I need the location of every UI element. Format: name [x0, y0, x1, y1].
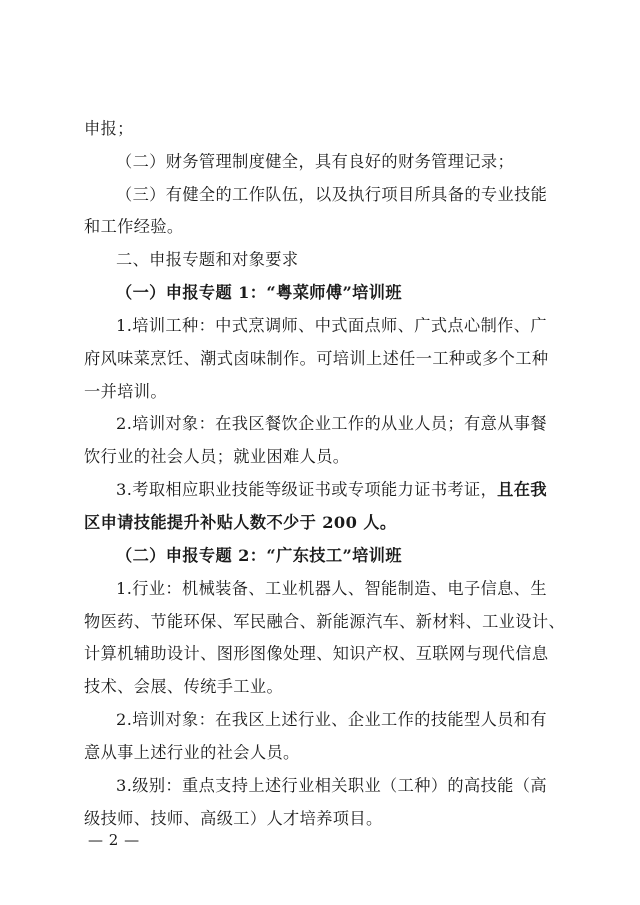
paragraph-line: （三）有健全的工作队伍，以及执行项目所具备的专业技能 [116, 185, 548, 204]
paragraph-line: 一并培训。 [84, 382, 167, 401]
emphasis-text: 且在我 [497, 480, 547, 499]
paragraph-line: 1.培训工种：中式烹调师、中式面点师、广式点心制作、广 [116, 316, 547, 335]
paragraph-line: 计算机辅助设计、图形图像处理、知识产权、互联网与现代信息 [84, 644, 549, 663]
paragraph-line: 物医药、节能环保、军民融合、新能源汽车、新材料、工业设计、 [84, 612, 566, 631]
paragraph-text: 3.考取相应职业技能等级证书或专项能力证书考证， [116, 480, 498, 499]
emphasis-line: 区申请技能提升补贴人数不少于 200 人。 [84, 513, 397, 532]
paragraph-line: （二）财务管理制度健全，具有良好的财务管理记录； [116, 152, 515, 171]
paragraph-line: 府风味菜烹饪、潮式卤味制作。可培训上述任一工种或多个工种 [84, 349, 549, 368]
subsection-heading: （一）申报专题 1：“粤菜师傅”培训班 [116, 283, 402, 302]
paragraph-line: 技术、会展、传统手工业。 [84, 677, 284, 696]
paragraph-line: 2.培训对象：在我区餐饮企业工作的从业人员；有意从事餐 [116, 414, 547, 433]
paragraph-line: 级技师、技师、高级工）人才培养项目。 [84, 809, 383, 828]
paragraph-line: 1.行业：机械装备、工业机器人、智能制造、电子信息、生 [116, 579, 547, 598]
section-heading: 二、申报专题和对象要求 [116, 250, 299, 269]
page-number: — 2 — [88, 831, 140, 849]
subsection-heading: （二）申报专题 2：“广东技工”培训班 [116, 546, 402, 565]
paragraph-line: 3.级别：重点支持上述行业相关职业（工种）的高技能（高 [116, 776, 547, 795]
paragraph-line: 和工作经验。 [84, 217, 184, 236]
paragraph-line: 饮行业的社会人员；就业困难人员。 [84, 447, 350, 466]
paragraph-line: 2.培训对象：在我区上述行业、企业工作的技能型人员和有 [116, 710, 547, 729]
paragraph-line [116, 479, 547, 501]
paragraph-line: 申报； [84, 119, 134, 138]
paragraph-line: 意从事上述行业的社会人员。 [84, 743, 300, 762]
